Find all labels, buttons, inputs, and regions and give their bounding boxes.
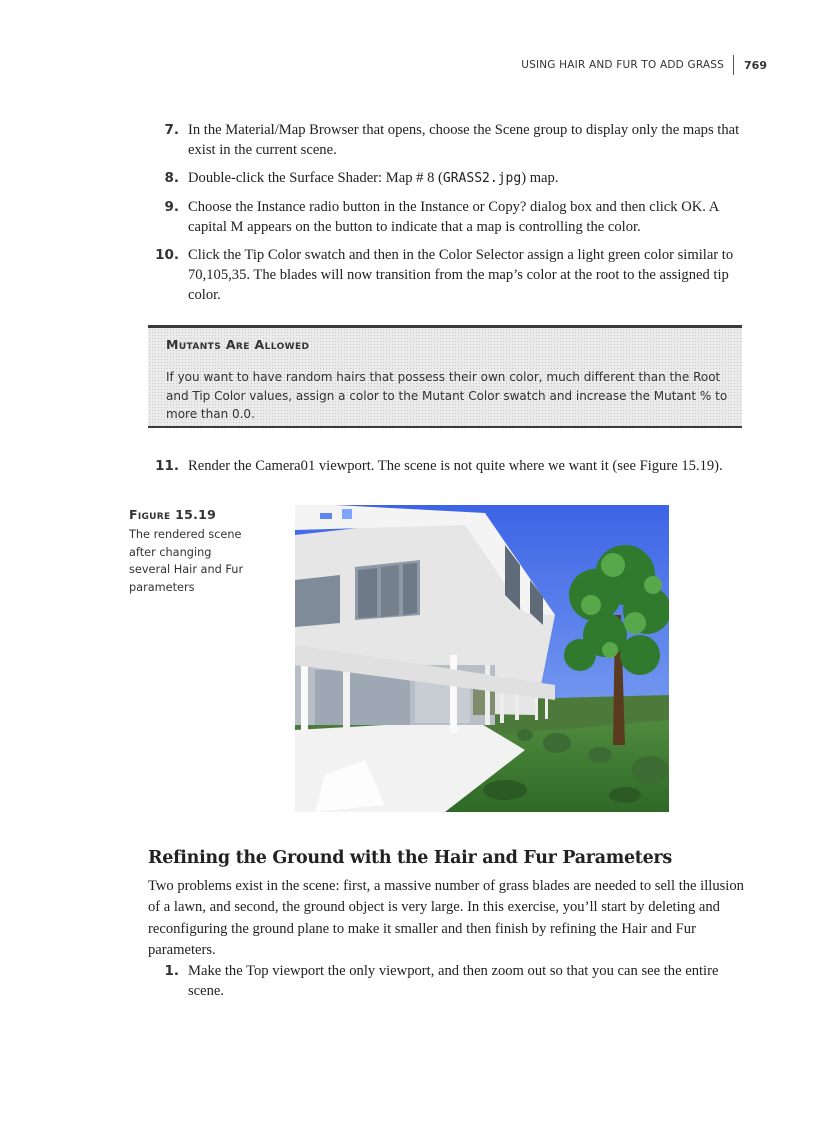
step-text-before: Double-click the Surface Shader: Map # 8 (: [188, 170, 443, 186]
step-1: [148, 961, 748, 1001]
section-heading: Refining the Ground with the Hair and Fur Parameters: [148, 848, 672, 868]
step-list-bottom: [148, 961, 748, 1009]
note-title-text: Mutants Are Allowed: [166, 337, 310, 352]
step-number: 11.: [155, 458, 179, 474]
note-body: If you want to have random hairs that possess their own color, much different than the Root and Tip Color values, assign a color to the Mutant Color swatch and increase the Mutant % to more than 0.0.: [166, 370, 728, 421]
running-head-title: USING HAIR AND FUR TO ADD GRASS: [521, 59, 725, 71]
step-list-top: [148, 120, 748, 313]
step-number: 1.: [164, 963, 179, 979]
step-text: Render the Camera01 viewport. The scene is not quite where we want it (see Figure 15.19).: [188, 458, 723, 474]
step-8: [148, 168, 748, 189]
step-number: 10.: [155, 247, 179, 263]
step-text: Choose the Instance radio button in the Instance or Copy? dialog box and then click OK. A capital M appears on the button to indicate that a map is controlling the color.: [188, 199, 719, 235]
step-text: Make the Top viewport the only viewport, and then zoom out so that you can see the entire scene.: [188, 963, 719, 999]
note-box: [148, 325, 742, 428]
step-number: 7.: [164, 122, 179, 138]
step-7: [148, 120, 748, 160]
figure-label: [129, 507, 249, 522]
step-text-after: ) map.: [521, 170, 559, 186]
rendered-scene-illustration: [295, 505, 669, 812]
code-filename: GRASS2.jpg: [442, 171, 522, 186]
step-9: [148, 197, 748, 237]
figure-label-text: Figure 15.19: [129, 507, 217, 522]
note-title: [166, 337, 309, 352]
rendered-scene-image: [295, 505, 669, 812]
step-list-11: [148, 456, 748, 484]
running-head: [521, 55, 767, 75]
figure-caption-text: The rendered scene after changing several Hair and Fur parameters: [129, 528, 244, 594]
step-10: [148, 245, 748, 305]
step-text: [188, 168, 748, 189]
figure-caption: [129, 507, 249, 596]
section-paragraph: Two problems exist in the scene: first, a massive number of grass blades are needed to sell the illusion of a lawn, and second, the ground object is very large. In this exercise, you’ll start by deleting and reconfiguring the ground plane to make it smaller and then finish by refining the Hair and Fur parameters.: [148, 878, 744, 958]
page-number: 769: [744, 58, 767, 72]
step-11: [148, 456, 748, 476]
step-text: In the Material/Map Browser that opens, choose the Scene group to display only the maps that exist in the current scene.: [188, 122, 740, 158]
step-number: 8.: [164, 170, 179, 186]
step-number: 9.: [164, 199, 179, 215]
step-text: Click the Tip Color swatch and then in the Color Selector assign a light green color similar to 70,105,35. The blades will now transition from the map’s color at the root to the assigned tip color.: [188, 247, 734, 303]
